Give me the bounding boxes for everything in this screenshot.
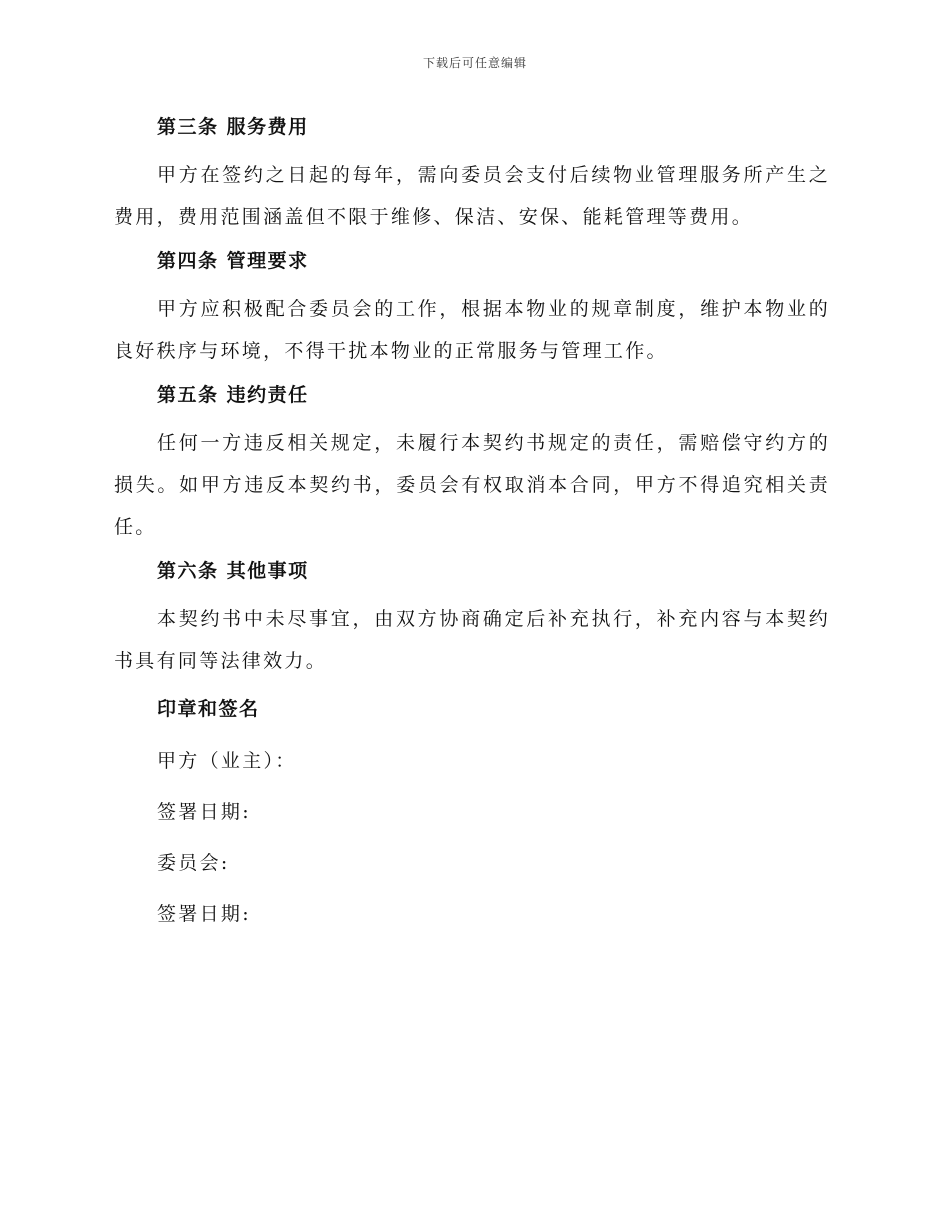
article-4-title: 第四条 管理要求 bbox=[157, 250, 309, 272]
article-5-body: 任何一方违反相关规定，未履行本契约书规定的责任，需赔偿守约方的损失。如甲方违反本契约书，委员会有权取消本合同，甲方不得追究相关责任。 bbox=[114, 432, 830, 538]
signature-title: 印章和签名 bbox=[157, 698, 260, 720]
article-4 bbox=[114, 246, 830, 372]
article-3-title: 第三条 服务费用 bbox=[157, 116, 309, 138]
article-6-title: 第六条 其他事项 bbox=[157, 560, 309, 582]
party-a-signature-line: 甲方（业主）： bbox=[157, 750, 297, 772]
document-body bbox=[114, 112, 830, 950]
article-5-title: 第五条 违约责任 bbox=[157, 384, 309, 406]
party-a-date-line: 签署日期: bbox=[157, 801, 251, 823]
article-3 bbox=[114, 112, 830, 238]
page-header: 下载后可任意编辑 bbox=[422, 56, 527, 70]
article-6 bbox=[114, 556, 830, 682]
article-6-body: 本契约书中未尽事宜，由双方协商确定后补充执行，补充内容与本契约书具有同等法律效力。 bbox=[114, 608, 830, 672]
committee-date-line: 签署日期: bbox=[157, 903, 251, 925]
article-5 bbox=[114, 380, 830, 548]
article-4-body: 甲方应积极配合委员会的工作，根据本物业的规章制度，维护本物业的良好秩序与环境，不得干扰本物业的正常服务与管理工作。 bbox=[114, 298, 830, 362]
article-3-body: 甲方在签约之日起的每年，需向委员会支付后续物业管理服务所产生之费用，费用范围涵盖但不限于维修、保洁、安保、能耗管理等费用。 bbox=[114, 164, 830, 228]
committee-signature-line: 委员会: bbox=[157, 852, 230, 874]
